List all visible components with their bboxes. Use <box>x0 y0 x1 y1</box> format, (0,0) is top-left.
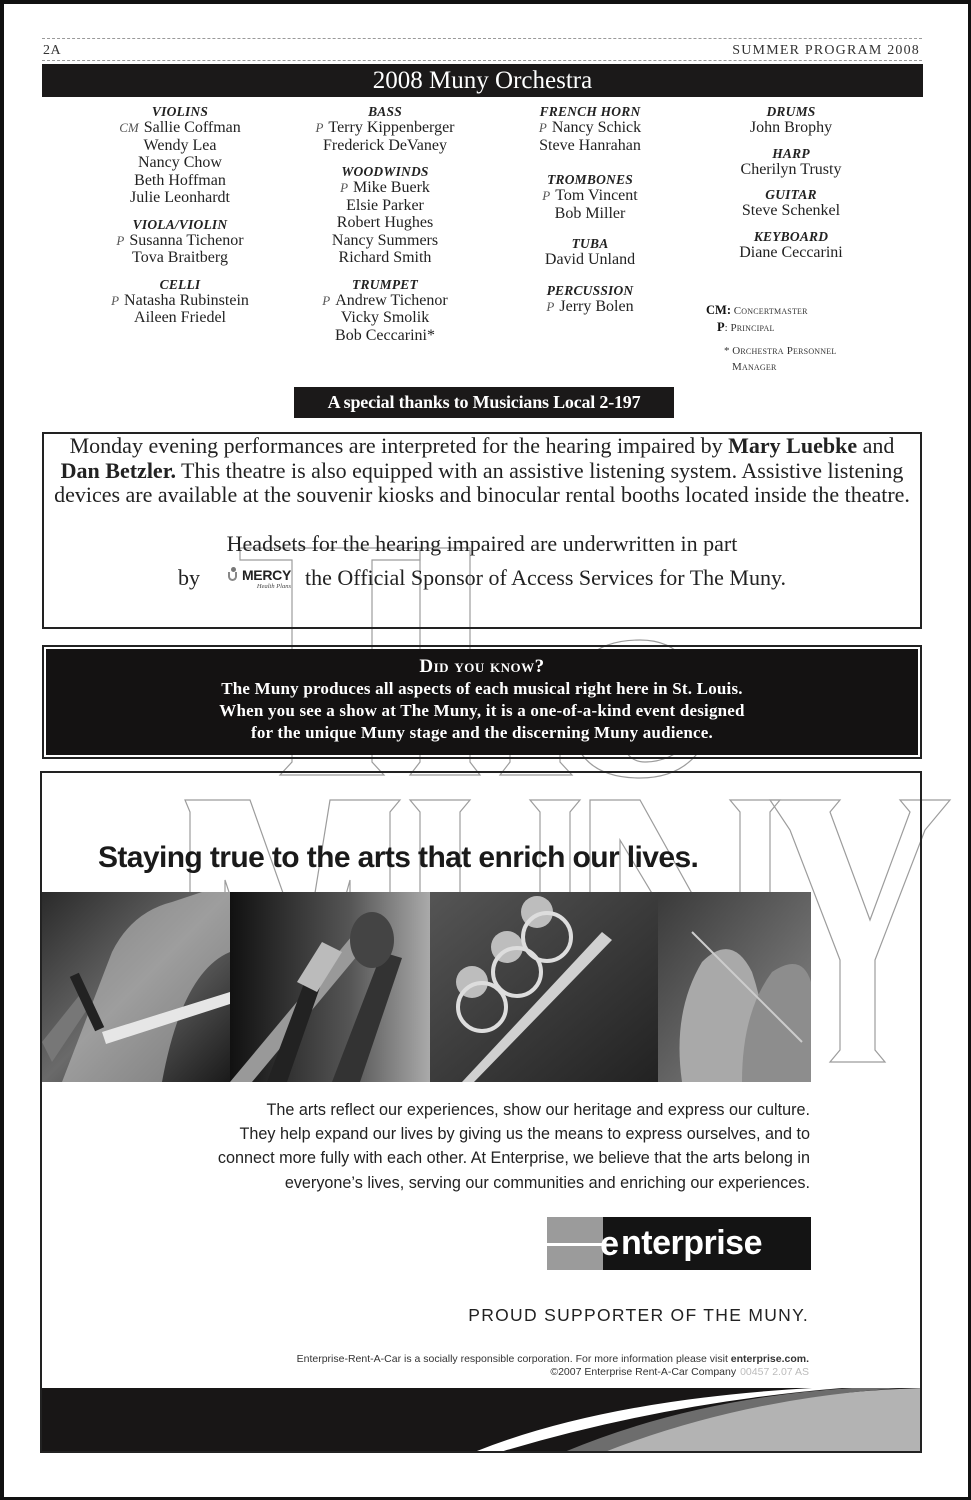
section-heading: DRUMS <box>766 104 816 119</box>
violin-panel <box>42 892 230 1082</box>
musician-name: Sallie Coffman <box>143 119 241 136</box>
interpreter-name: Mary Luebke <box>728 433 858 458</box>
musician-name: Andrew Tichenor <box>335 291 448 309</box>
musician-entry <box>700 202 882 220</box>
legend-p: P: Principal <box>717 320 775 334</box>
did-you-know-box <box>42 645 922 759</box>
musician-entry <box>290 327 480 345</box>
musician-name: Beth Hoffman <box>134 171 226 189</box>
mercy-health-plans-logo: MERCY Health Plans <box>228 567 291 591</box>
musician-entry <box>82 232 278 250</box>
enterprise-website-link[interactable]: enterprise.com. <box>730 1353 809 1365</box>
legend-asterisk: * Orchestra Personnel Manager <box>724 345 837 373</box>
orchestra-title: 2008 Muny Orchestra <box>372 67 593 94</box>
trumpet-panel <box>430 892 658 1082</box>
musician-name: Vicky Smolik <box>340 309 430 326</box>
musician-entry <box>700 119 882 137</box>
enterprise-logo: e nterprise <box>547 1217 811 1270</box>
musician-name: Elsie Parker <box>346 196 424 214</box>
musician-name: Robert Hughes <box>336 214 434 231</box>
orchestra-title-bar <box>42 64 923 97</box>
road-swoosh-graphic <box>42 1388 922 1453</box>
musician-entry <box>290 179 480 197</box>
musician-name: David Unland <box>544 251 636 268</box>
musicians-local-thanks: A special thanks to Musicians Local 2-197 <box>294 387 674 418</box>
collage-image <box>42 892 811 1082</box>
musician-entry <box>500 205 680 223</box>
ad-tagline: PROUD SUPPORTER OF THE MUNY. <box>468 1305 809 1325</box>
musician-name: Nancy Schick <box>551 119 642 136</box>
musician-entry <box>290 197 480 215</box>
page-number: 2A <box>43 43 62 58</box>
roster-section <box>500 172 680 222</box>
section-heading: FRENCH HORN <box>539 104 641 119</box>
section-heading: PERCUSSION <box>546 282 634 298</box>
roster-section <box>290 104 480 154</box>
roster-section <box>82 104 278 207</box>
did-you-know-line: The Muny produces all aspects of each musical right here in St. Louis. <box>221 679 743 698</box>
roster-section <box>700 229 882 262</box>
musician-entry <box>290 292 480 310</box>
musician-entry <box>500 298 680 316</box>
roster-legend <box>706 302 836 375</box>
roster-section <box>290 164 480 267</box>
section-heading: KEYBOARD <box>753 228 829 244</box>
roster-section <box>82 277 278 327</box>
header-top-rule <box>42 38 922 39</box>
musician-name: Tom Vincent <box>555 187 638 204</box>
musician-entry <box>82 154 278 172</box>
ad-footer-band <box>40 1388 922 1453</box>
mercy-person-icon <box>228 567 239 583</box>
running-head: SUMMER PROGRAM 2008 <box>732 43 920 58</box>
musician-entry <box>82 309 278 327</box>
did-you-know-title: Did you know? <box>419 656 545 677</box>
musician-name: Tova Braitberg <box>132 249 228 266</box>
did-you-know-line: for the unique Muny stage and the discerning Muny audience. <box>250 723 714 742</box>
musician-name: Mike Buerk <box>353 179 430 196</box>
roster-column-1 <box>82 104 278 337</box>
role-marker: P <box>111 292 120 308</box>
musician-name: Julie Leonhardt <box>130 189 230 206</box>
musician-entry <box>290 232 480 250</box>
interpreter-name: Dan Betzler. <box>60 457 176 483</box>
musician-entry <box>500 119 680 137</box>
musician-name: Susanna Tichenor <box>129 231 244 249</box>
section-heading: VIOLINS <box>151 104 209 119</box>
musician-name: Wendy Lea <box>143 136 217 154</box>
role-marker: P <box>542 188 551 203</box>
musician-name: Diane Ceccarini <box>739 243 843 261</box>
section-heading: BASS <box>368 104 402 119</box>
musician-name: Jerry Bolen <box>559 297 634 315</box>
roster-section <box>700 146 882 179</box>
section-heading: WOODWINDS <box>341 164 429 179</box>
section-heading: TROMBONES <box>547 172 633 187</box>
musician-entry <box>700 161 882 179</box>
musician-name: Aileen Friedel <box>134 309 226 326</box>
musician-name: Bob Miller <box>554 204 626 222</box>
hearing-paragraph: Monday evening performances are interpreted for the hearing impaired by Mary Luebke and Dan Betzler. This theatre is also equipped with an assistive listening system. Assistive listening devices are available at the souvenir kiosks and binocular rental booths located inside the theatre. <box>54 433 910 507</box>
role-marker: P <box>340 180 349 195</box>
paintbrush-panel <box>230 892 430 1082</box>
roster-section <box>500 236 680 269</box>
musician-name: Frederick DeVaney <box>323 136 447 154</box>
legend-cm: CM: Concertmaster <box>706 303 808 317</box>
section-heading: TRUMPET <box>352 276 418 292</box>
musician-entry <box>290 249 480 267</box>
headsets-note: Headsets for the hearing impaired are underwritten in part <box>226 530 738 556</box>
hearing-impaired-notice <box>42 432 922 629</box>
role-marker: P <box>315 120 324 135</box>
roster-column-3 <box>500 104 680 329</box>
section-heading: VIOLA/VIOLIN <box>132 216 228 232</box>
roster-section <box>82 217 278 267</box>
musician-entry <box>82 172 278 190</box>
role-marker: P <box>322 292 331 308</box>
enterprise-advertisement <box>40 771 922 1451</box>
role-marker: CM <box>119 120 139 135</box>
roster-column-2 <box>290 104 480 354</box>
ad-code: 00457 2.07 AS <box>740 1366 809 1378</box>
did-you-know-line: When you see a show at The Muny, it is a one-of-a-kind event designed <box>219 701 745 720</box>
ballet-shoes-panel <box>658 892 811 1082</box>
musician-entry <box>82 249 278 267</box>
musician-name: Terry Kippenberger <box>328 119 455 136</box>
musician-entry <box>700 244 882 262</box>
musician-entry <box>290 119 480 137</box>
section-heading: HARP <box>772 145 810 161</box>
role-marker: P <box>538 120 547 135</box>
header-bottom-rule <box>42 60 922 61</box>
roster-section <box>700 104 882 137</box>
roster-section <box>290 277 480 345</box>
sponsor-line: by MERCY Health Plans the Official Sponsor of Access Services for The Muny. <box>177 565 787 590</box>
logo-swoosh-icon <box>547 1243 603 1246</box>
musician-entry <box>82 119 278 137</box>
musician-name: Steve Hanrahan <box>539 136 641 154</box>
musician-entry <box>290 309 480 327</box>
arts-photo-collage <box>42 892 811 1082</box>
musician-name: John Brophy <box>749 119 833 136</box>
section-heading: TUBA <box>571 236 609 251</box>
ad-fine-print: Enterprise-Rent-A-Car is a socially responsible corporation. For more information please visit enterprise.com. ©2007 Enterprise Rent-A-Car Company 00457 2.07 AS <box>296 1353 809 1378</box>
copyright: ©2007 Enterprise Rent-A-Car Company <box>550 1366 737 1378</box>
ad-headline: Staying true to the arts that enrich our lives. <box>98 841 699 874</box>
section-heading: GUITAR <box>765 187 817 202</box>
musician-entry <box>82 137 278 155</box>
legend-p-label: Principal <box>730 322 775 334</box>
roster-section <box>500 283 680 316</box>
musician-entry <box>500 137 680 155</box>
musician-name: Richard Smith <box>338 249 432 266</box>
musician-entry <box>290 137 480 155</box>
legend-cm-label: Concertmaster <box>733 305 808 317</box>
roster-column-4 <box>700 104 882 270</box>
musician-name: Steve Schenkel <box>741 202 841 219</box>
musician-name: Nancy Summers <box>331 231 439 249</box>
section-heading: CELLI <box>159 276 201 292</box>
musician-entry <box>500 251 680 269</box>
musician-name: Bob Ceccarini* <box>335 326 435 344</box>
role-marker: P <box>116 232 125 248</box>
musician-name: Natasha Rubinstein <box>124 291 249 309</box>
roster-section <box>500 104 680 154</box>
musician-entry <box>82 189 278 207</box>
role-marker: P <box>546 298 555 314</box>
roster-section <box>700 187 882 220</box>
musician-entry <box>82 292 278 310</box>
ad-body-copy: The arts reflect our experiences, show our heritage and express our culture. They help expand our lives by giving us the means to express ourselves, and to connect more fully with each other. At Enterprise, we believe that the arts belong in everyone’s lives, serving our communities and enriching our experiences. <box>217 1101 810 1192</box>
musician-name: Cherilyn Trusty <box>740 160 842 178</box>
musician-name: Nancy Chow <box>138 154 222 171</box>
musician-entry <box>290 214 480 232</box>
musician-entry <box>500 187 680 205</box>
